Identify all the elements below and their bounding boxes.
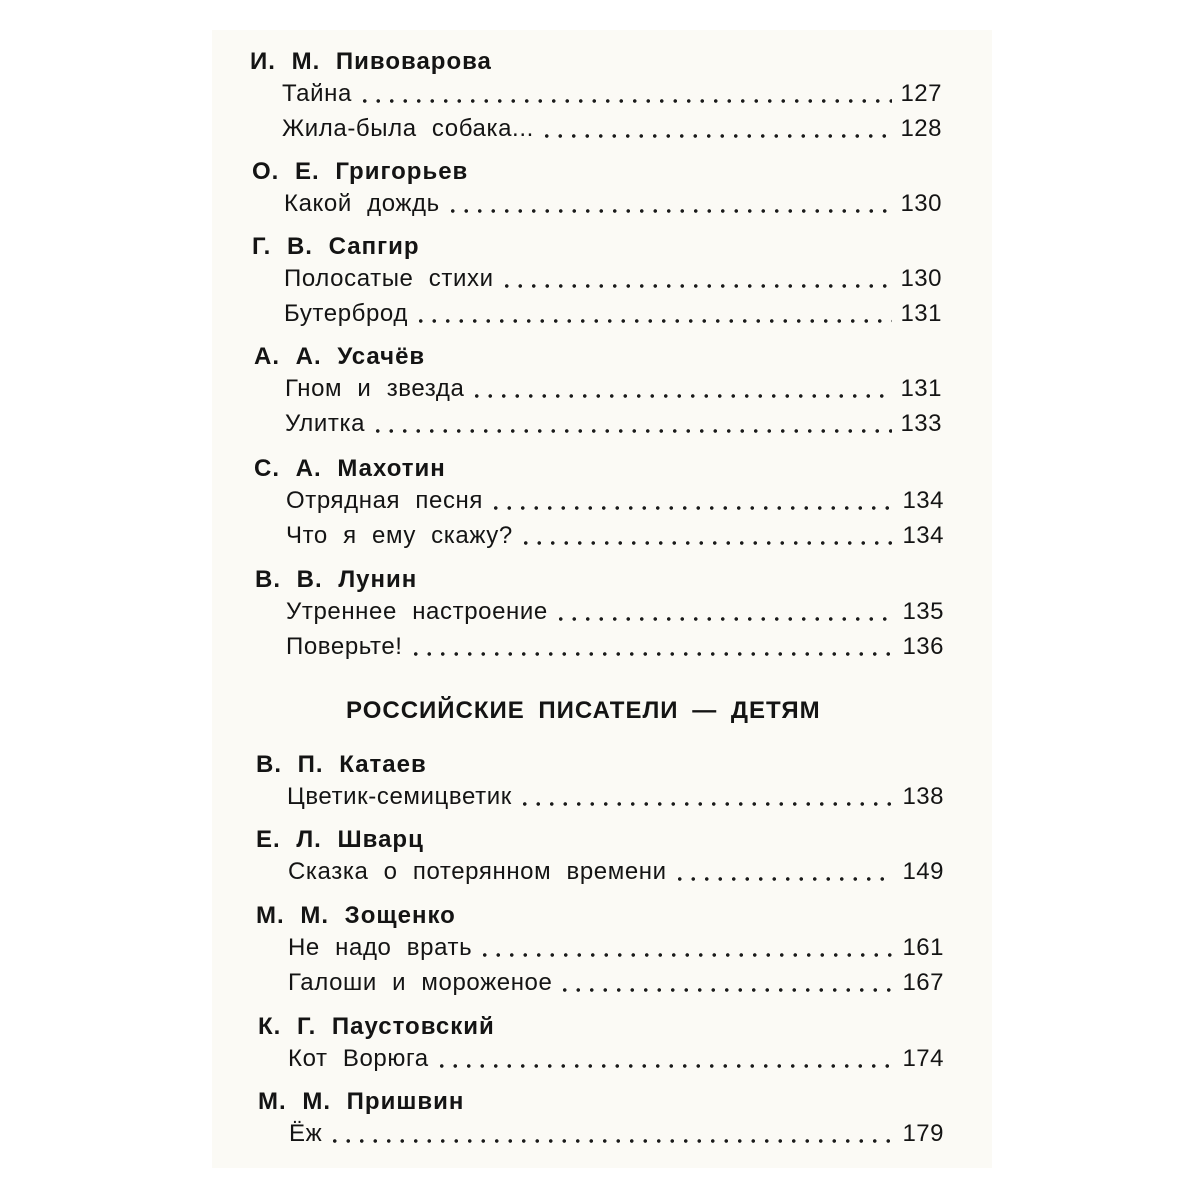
page-number: 134 [902, 487, 944, 514]
author-name: В. П. Катаев [256, 751, 427, 778]
dot-leader [328, 1138, 894, 1144]
entry-title: Тайна [282, 80, 352, 107]
page-number: 127 [900, 80, 942, 107]
dot-leader [478, 952, 894, 958]
toc-entry[interactable] [284, 190, 942, 220]
book-page [212, 30, 992, 1168]
page-number: 138 [902, 783, 944, 810]
page-number: 136 [902, 633, 944, 660]
entry-title: Не надо врать [288, 934, 473, 961]
page-number: 130 [900, 190, 942, 217]
dot-leader [558, 987, 894, 993]
entry-title: Улитка [285, 410, 366, 437]
page-number: 179 [902, 1120, 944, 1147]
dot-leader [371, 428, 892, 434]
entry-title: Гном и звезда [285, 375, 465, 402]
author-name: А. А. Усачёв [254, 343, 426, 370]
dot-leader [409, 651, 895, 657]
page-number: 167 [902, 969, 944, 996]
dot-leader [435, 1063, 895, 1069]
dot-leader [554, 616, 895, 622]
author-name: К. Г. Паустовский [258, 1013, 495, 1040]
dot-leader [673, 876, 895, 882]
page-number: 133 [900, 410, 942, 437]
toc-entry[interactable] [285, 410, 942, 440]
toc-entry[interactable] [286, 487, 944, 517]
dot-leader [358, 98, 893, 104]
toc-entry[interactable] [287, 783, 944, 813]
entry-title: Полосатые стихи [284, 265, 494, 292]
entry-title: Кот Ворюга [288, 1045, 429, 1072]
dot-leader [446, 208, 893, 214]
author-name: М. М. Зощенко [256, 902, 456, 929]
toc-entry[interactable] [284, 300, 942, 330]
page-number: 134 [902, 522, 944, 549]
page-number: 135 [902, 598, 944, 625]
toc-entry[interactable] [288, 1045, 944, 1075]
toc-entry[interactable] [288, 934, 944, 964]
entry-title: Жила-была собака... [282, 115, 534, 142]
dot-leader [518, 801, 895, 807]
author-name: Е. Л. Шварц [256, 826, 424, 853]
toc-entry[interactable] [282, 115, 942, 145]
dot-leader [540, 133, 893, 139]
entry-title: Бутерброд [284, 300, 408, 327]
entry-title: Что я ему скажу? [286, 522, 513, 549]
toc-entry[interactable] [286, 522, 944, 552]
author-name: С. А. Махотин [254, 455, 446, 482]
page-number: 174 [902, 1045, 944, 1072]
author-name: О. Е. Григорьев [252, 158, 469, 185]
author-name: И. М. Пивоварова [250, 48, 492, 75]
toc-entry[interactable] [288, 858, 944, 888]
toc-entry[interactable] [282, 80, 942, 110]
page-number: 131 [900, 300, 942, 327]
entry-title: Какой дождь [284, 190, 440, 217]
page-number: 131 [900, 375, 942, 402]
toc-entry[interactable] [286, 598, 944, 628]
author-name: М. М. Пришвин [258, 1088, 465, 1115]
page-number: 149 [902, 858, 944, 885]
page-number: 130 [900, 265, 942, 292]
dot-leader [500, 283, 893, 289]
page-number: 161 [902, 934, 944, 961]
entry-title: Галоши и мороженое [288, 969, 553, 996]
section-heading: РОССИЙСКИЕ ПИСАТЕЛИ — ДЕТЯМ [346, 697, 821, 724]
dot-leader [470, 393, 892, 399]
entry-title: Поверьте! [286, 633, 403, 660]
dot-leader [414, 318, 892, 324]
dot-leader [519, 540, 895, 546]
entry-title: Утреннее настроение [286, 598, 548, 625]
toc-entry[interactable] [289, 1120, 944, 1150]
entry-title: Сказка о потерянном времени [288, 858, 667, 885]
dot-leader [489, 505, 894, 511]
entry-title: Отрядная песня [286, 487, 483, 514]
toc-entry[interactable] [284, 265, 942, 295]
toc-entry[interactable] [285, 375, 942, 405]
entry-title: Цветик-семицветик [287, 783, 512, 810]
entry-title: Ёж [289, 1120, 323, 1147]
toc-entry[interactable] [288, 969, 944, 999]
author-name: Г. В. Сапгир [252, 233, 420, 260]
author-name: В. В. Лунин [255, 566, 418, 593]
toc-entry[interactable] [286, 633, 944, 663]
page-number: 128 [900, 115, 942, 142]
